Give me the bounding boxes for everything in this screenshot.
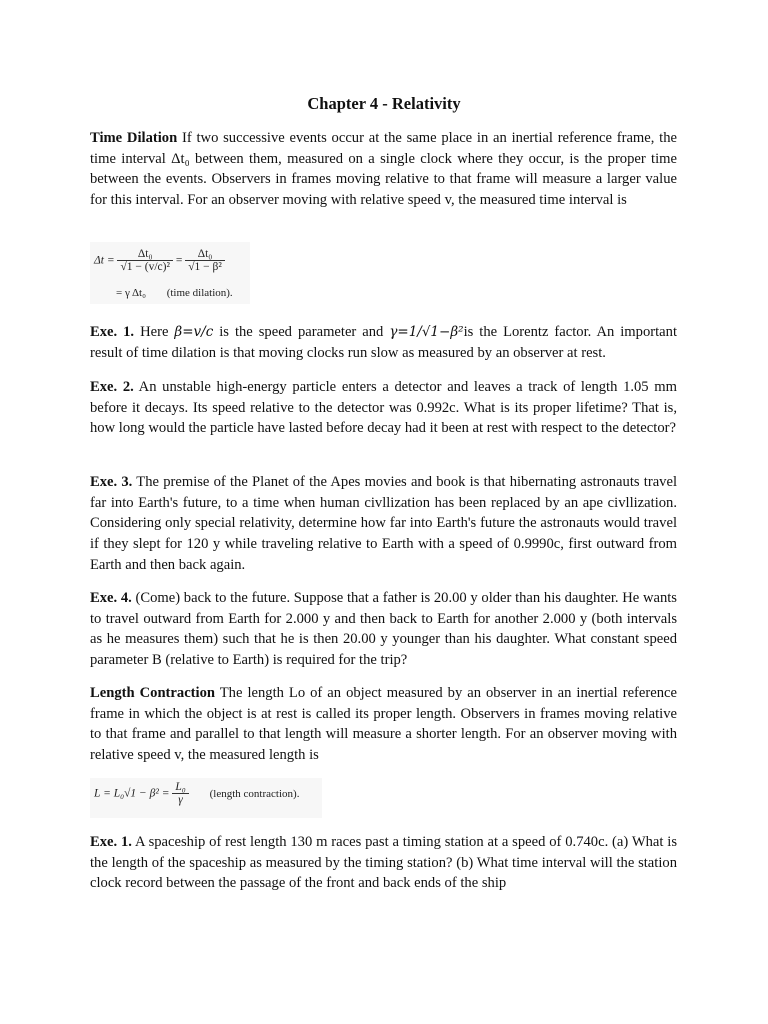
length-contraction-paragraph: Length Contraction The length Lo of an object measured by an observer in an inertial reference frame in which the object is at rest is called its proper length. Observers in frames moving relative to that frame and parallel to that length will measure a shorter length. For an observer moving with relative speed v, the measured length is (90, 685, 677, 764)
exe3-paragraph: Exe. 3. The premise of the Planet of the Apes movies and book is that hibernating astronauts travel far into Earth's future, to a time when human civllization has been replaced by an ape civllization. Considering only special relativity, determine how far into Earth's future the astronauts would travel if they slept for 120 y while traveling relative to Earth with a speed of 0.9990c, first outward from Earth and then back again. (90, 474, 677, 573)
length-contraction-equation (90, 778, 322, 818)
exe4-label: Exe. 4. (90, 590, 132, 606)
exe1-label: Exe. 1. (90, 324, 135, 340)
eq-length-lhs: L = L₀√1 − β² = (94, 787, 170, 800)
exe3-label: Exe. 3. (90, 474, 133, 490)
eq-fraction-1: $\frac{\text{Δt₀}}{\text{√1 − (v/c)²}}$ (117, 248, 172, 273)
exe1b-label: Exe. 1. (90, 834, 132, 850)
length-contraction-heading: Length Contraction (90, 685, 215, 701)
eq-gamma-line: = γ Δt₀ (116, 287, 146, 299)
exe2-label: Exe. 2. (90, 379, 134, 395)
exe1-paragraph: Exe. 1. Here β=v/c is the speed parameter and γ=1/√1−β²is the Lorentz factor. An important result of time dilation is that moving clocks run slow as measured by an observer at rest. (90, 324, 678, 361)
eq-lhs: Δt = (94, 254, 115, 267)
time-dilation-paragraph (90, 128, 677, 211)
time-dilation-text: If two successive events occur at the same place in an inertial reference frame, the time interval Δt₀ between them, measured on a single clock where they occur, is the proper time between the events. Observers in frames moving relative to that frame will measure a larger value for this interval. For an observer moving with relative speed v, the measured time interval is (90, 130, 677, 209)
gamma-definition: γ=1/√1−β² (389, 324, 464, 340)
eq-label-length-contraction: (length contraction). (209, 787, 300, 800)
eq-fraction-2: $\frac{\text{Δt₀}}{\text{√1 − β²}}$ (185, 248, 225, 273)
eq-label-time-dilation: (time dilation). (166, 287, 233, 299)
page-title: Chapter 4 - Relativity (307, 94, 461, 113)
eq-length-fraction: $\frac{\text{L₀}}{\gamma}$ (172, 781, 188, 806)
exe4-paragraph: Exe. 4. (Come) back to the future. Suppose that a father is 20.00 y older than his daughter. He wants to travel outward from Earth for 2.000 y and then back to Earth for another 2.000 y (both intervals as he measures them) such that he is then 20.00 y younger than his daughter. What constant speed parameter B (relative to Earth) is required for the trip? (90, 590, 677, 669)
exe1b-paragraph: Exe. 1. A spaceship of rest length 130 m races past a timing station at a speed of 0.740c. (a) What is the length of the spaceship as measured by the timing station? (b) What time interval will the station clock record between the passage of the front and back ends of the ship (90, 834, 678, 892)
time-dilation-equation: Δt = $\frac{\text{Δt₀}}{\text{√1 − (v/c)²}}$ = $\frac{\text{Δt₀}}{\text{√1 − β²}}$ = γ Δt₀ (time dilation). (90, 242, 250, 304)
beta-definition: β=v/c (174, 324, 214, 340)
time-dilation-heading: Time Dilation (90, 130, 178, 146)
exe2-paragraph: Exe. 2. An unstable high-energy particle enters a detector and leaves a track of length 1.05 mm before it decays. Its speed relative to the detector was 0.992c. What is its proper lifetime? That is, how long would the particle have lasted before decay had it been at rest with respect to the detector? (90, 379, 677, 437)
